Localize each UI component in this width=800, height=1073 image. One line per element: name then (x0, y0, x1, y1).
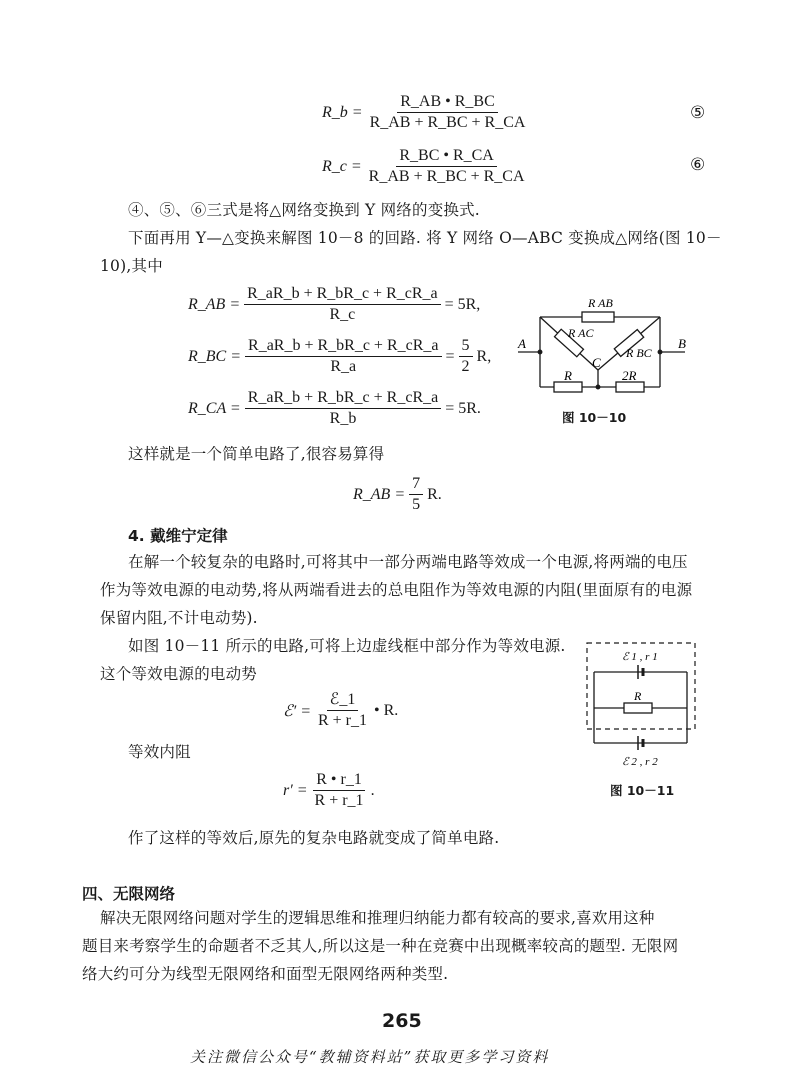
equation-equals: = (445, 347, 455, 365)
numerator: 5 (459, 336, 473, 357)
equation-rca (188, 388, 481, 429)
section-heading: 4. 戴维宁定律 (128, 527, 228, 545)
fraction (245, 336, 441, 377)
paragraph-line: 保留内阻,不计电动势). (100, 609, 258, 627)
fraction (459, 336, 473, 377)
label-b: B (678, 336, 686, 351)
equation-emf (283, 690, 398, 731)
label-rbc: R BC (626, 346, 652, 360)
fraction (409, 474, 423, 515)
figure-10-11 (582, 640, 702, 775)
label-e1-r1: ℰ 1 , r 1 (622, 651, 658, 663)
paragraph-line: 10),其中 (100, 257, 163, 275)
fraction (366, 146, 528, 187)
label-a: A (518, 336, 526, 351)
section-heading: 四、无限网络 (82, 885, 176, 903)
equation-rhs: R, (476, 347, 492, 365)
equation-6 (322, 146, 532, 187)
paragraph-line: 解决无限网络问题对学生的逻辑思维和推理归纳能力都有较高的要求,喜欢用这种 (100, 909, 655, 927)
equation-number: ⑤ (690, 103, 706, 123)
numerator: ℰ_1 (327, 690, 359, 711)
paragraph-line: 等效内阻 (128, 743, 191, 761)
numerator: 7 (409, 474, 423, 495)
denominator: R_c (329, 306, 356, 323)
equation-lhs: R_c = (322, 157, 362, 175)
equation-rhs: R. (427, 485, 442, 503)
equation-rbc (188, 336, 491, 377)
paragraph-line: 这个等效电源的电动势 (100, 665, 258, 683)
numerator: R_aR_b + R_bR_c + R_cR_a (245, 388, 441, 409)
paragraph-line: 络大约可分为线型无限网络和面型无限网络两种类型. (82, 965, 449, 983)
equation-lhs: r′ = (283, 781, 308, 799)
denominator: R + r_1 (317, 712, 368, 729)
paragraph-line: 作为等效电源的电动势,将从两端看进去的总电阻作为等效电源的内阻(里面原有的电源 (100, 581, 693, 599)
label-2r: 2R (622, 368, 637, 383)
resistor-r (554, 382, 582, 392)
resistor-r (624, 703, 652, 713)
equation-rhs: = 5R. (445, 399, 481, 417)
equation-number: ⑥ (690, 155, 706, 175)
equation-rhs: = 5R, (444, 295, 481, 313)
fraction (367, 92, 529, 133)
paragraph-line: ④、⑤、⑥三式是将△网络变换到 Y 网络的变换式. (128, 201, 480, 219)
denominator: R_a (330, 358, 357, 375)
label-r: R (564, 368, 572, 383)
denominator: 5 (412, 496, 421, 513)
resistor-rab (582, 312, 614, 322)
denominator: R + r_1 (314, 792, 364, 809)
fraction (244, 284, 440, 325)
paragraph-line: 作了这样的等效后,原先的复杂电路就变成了简单电路. (128, 829, 500, 847)
label-rac: R AC (568, 326, 594, 340)
equation-result (353, 474, 442, 515)
equation-5 (322, 92, 532, 133)
denominator: R_b (329, 410, 357, 427)
paragraph-line: 下面再用 Y—△变换来解图 10－8 的回路. 将 Y 网络 O—ABC 变换成△网络(图 10－ (128, 229, 722, 247)
footer-watermark: 关注微信公众号“教辅资料站”获取更多学习资料 (190, 1048, 550, 1066)
paragraph-line: 题目来考察学生的命题者不乏其人,所以这是一种在竞赛中出现概率较高的题型. 无限网 (82, 937, 679, 955)
figure-caption: 图 10－10 (562, 410, 627, 425)
equation-lhs: R_AB = (188, 295, 241, 313)
equation-rhs: . (370, 781, 375, 799)
resistor-2r (616, 382, 644, 392)
label-r: R (634, 689, 642, 703)
numerator: R_BC • R_CA (396, 146, 497, 167)
paragraph-line: 如图 10－11 所示的电路,可将上边虚线框中部分作为等效电源. (128, 637, 566, 655)
denominator: R_AB + R_BC + R_CA (369, 114, 526, 131)
numerator: R_aR_b + R_bR_c + R_cR_a (245, 336, 441, 357)
equation-lhs: R_BC = (188, 347, 242, 365)
numerator: R • r_1 (313, 770, 365, 791)
equation-rab (188, 284, 480, 325)
numerator: R_AB • R_BC (397, 92, 498, 113)
denominator: 2 (461, 358, 470, 375)
paragraph-line: 这样就是一个简单电路了,很容易算得 (128, 445, 385, 463)
label-rab: R AB (588, 296, 613, 310)
fraction (312, 770, 367, 811)
equation-rhs: • R. (374, 701, 399, 719)
equation-lhs: R_b = (322, 103, 363, 121)
label-c: C (592, 355, 601, 370)
equation-lhs: R_AB = (353, 485, 406, 503)
fraction (245, 388, 441, 429)
fraction (315, 690, 370, 731)
label-e2-r2: ℰ 2 , r 2 (622, 756, 658, 768)
equation-lhs: R_CA = (188, 399, 241, 417)
equation-internal-resistance (283, 770, 375, 811)
equation-lhs: ℰ′ = (283, 702, 311, 720)
page-number: 265 (382, 1010, 422, 1032)
numerator: R_aR_b + R_bR_c + R_cR_a (244, 284, 440, 305)
figure-caption: 图 10－11 (610, 783, 675, 798)
denominator: R_AB + R_BC + R_CA (368, 168, 525, 185)
paragraph-line: 在解一个较复杂的电路时,可将其中一部分两端电路等效成一个电源,将两端的电压 (128, 553, 688, 571)
